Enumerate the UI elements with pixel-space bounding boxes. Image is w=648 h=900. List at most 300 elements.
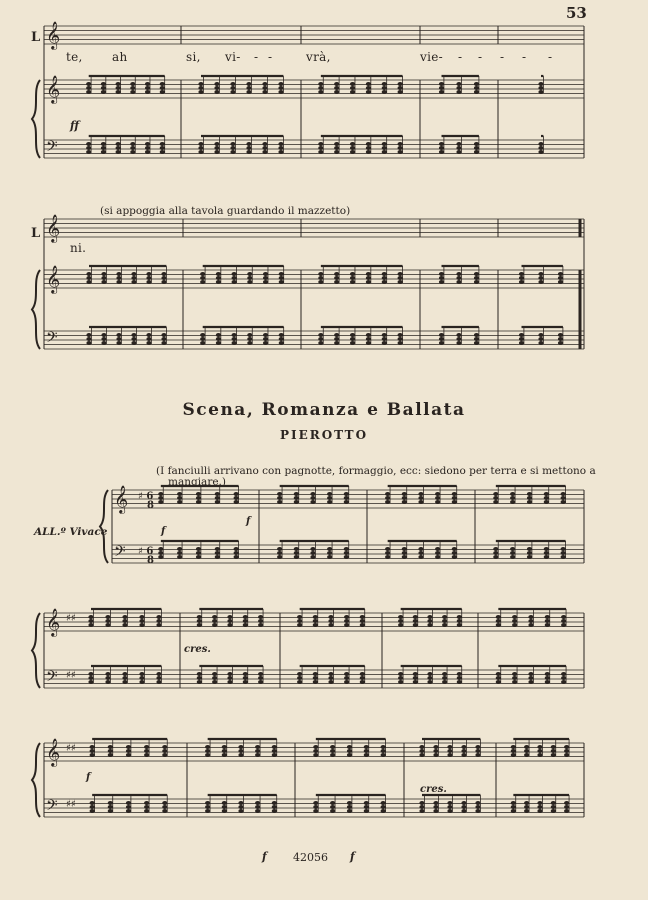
notehead (90, 809, 95, 813)
notehead (263, 333, 268, 337)
notehead (255, 753, 260, 757)
notehead (510, 551, 515, 555)
time-signature: 8 (147, 500, 154, 511)
key-signature: ♯♯ (66, 670, 76, 681)
notehead (558, 272, 563, 276)
notehead (334, 333, 339, 337)
notehead (427, 623, 432, 627)
notehead (156, 680, 161, 684)
notehead (457, 680, 462, 684)
notehead (328, 619, 333, 623)
notehead (86, 337, 91, 341)
notehead (561, 500, 566, 504)
notehead (212, 623, 217, 627)
notehead (538, 341, 543, 345)
notehead (512, 615, 517, 619)
notehead (561, 615, 566, 619)
key-signature: ♯♯ (66, 799, 76, 810)
notehead (457, 619, 462, 623)
notehead (512, 672, 517, 676)
notehead (297, 680, 302, 684)
notehead (347, 749, 352, 753)
notehead (160, 86, 165, 90)
notehead (86, 82, 91, 86)
notehead (216, 276, 221, 280)
notehead (246, 82, 251, 86)
notehead (334, 142, 339, 146)
notehead (544, 551, 549, 555)
notehead (156, 619, 161, 623)
notehead (197, 672, 202, 676)
notehead (496, 672, 501, 676)
notehead (131, 280, 136, 284)
notehead (318, 82, 323, 86)
notehead (162, 809, 167, 813)
notehead (442, 672, 447, 676)
notehead (350, 150, 355, 154)
notehead (360, 619, 365, 623)
notehead (205, 753, 210, 757)
notehead (263, 341, 268, 345)
time-signature: 8 (147, 555, 154, 566)
notehead (419, 749, 424, 753)
notehead (551, 745, 556, 749)
notehead (493, 547, 498, 551)
notehead (160, 150, 165, 154)
notehead (131, 341, 136, 345)
notehead (537, 801, 542, 805)
notehead (433, 805, 438, 809)
notehead (200, 337, 205, 341)
notehead (318, 146, 323, 150)
notehead (538, 150, 543, 154)
notehead (162, 805, 167, 809)
notehead (528, 672, 533, 676)
notehead (262, 146, 267, 150)
notehead (364, 745, 369, 749)
notehead (475, 809, 480, 813)
plate-number: 42056 (293, 851, 328, 864)
notehead (456, 341, 461, 345)
notehead (108, 809, 113, 813)
notehead (277, 555, 282, 559)
notehead (86, 272, 91, 276)
notehead (227, 623, 232, 627)
notehead (382, 341, 387, 345)
notehead (512, 619, 517, 623)
notehead (398, 341, 403, 345)
notehead (234, 547, 239, 551)
notehead (564, 745, 569, 749)
notehead (461, 805, 466, 809)
notehead (216, 341, 221, 345)
notehead (162, 749, 167, 753)
notehead (496, 676, 501, 680)
notehead (162, 801, 167, 805)
notehead (227, 680, 232, 684)
notehead (88, 623, 93, 627)
notehead (364, 801, 369, 805)
notehead (318, 280, 323, 284)
notehead (146, 280, 151, 284)
notehead (344, 615, 349, 619)
notehead (130, 142, 135, 146)
notehead (90, 805, 95, 809)
notehead (564, 809, 569, 813)
notehead (475, 749, 480, 753)
notehead (246, 142, 251, 146)
lyric-syllable: te, (66, 50, 83, 64)
notehead (279, 337, 284, 341)
notehead (474, 90, 479, 94)
notehead (108, 801, 113, 805)
notehead (528, 623, 533, 627)
notehead (510, 500, 515, 504)
notehead (330, 809, 335, 813)
notehead (277, 500, 282, 504)
notehead (313, 745, 318, 749)
notehead (439, 142, 444, 146)
notehead (442, 623, 447, 627)
notehead (474, 82, 479, 86)
notehead (126, 753, 131, 757)
notehead (313, 615, 318, 619)
notehead (327, 496, 332, 500)
notehead (263, 280, 268, 284)
notehead (197, 623, 202, 627)
notehead (419, 745, 424, 749)
notehead (344, 672, 349, 676)
notehead (162, 753, 167, 757)
notehead (413, 615, 418, 619)
notehead (544, 500, 549, 504)
notehead (537, 805, 542, 809)
notehead (398, 86, 403, 90)
time-signature: ♯ 6 (138, 546, 154, 557)
notehead (156, 676, 161, 680)
notehead (344, 680, 349, 684)
notehead (101, 280, 106, 284)
notehead (101, 333, 106, 337)
notehead (350, 276, 355, 280)
notehead (524, 753, 529, 757)
notehead (524, 805, 529, 809)
notehead (108, 753, 113, 757)
notehead (427, 672, 432, 676)
notehead (158, 555, 163, 559)
notehead (214, 142, 219, 146)
notehead (527, 551, 532, 555)
notehead (318, 142, 323, 146)
notehead (538, 146, 543, 150)
notehead (457, 676, 462, 680)
notehead (86, 280, 91, 284)
bass-clef: 𝄢 (46, 668, 58, 689)
notehead (86, 276, 91, 280)
notehead (435, 496, 440, 500)
stage-direction: mangiare.) (168, 476, 226, 488)
notehead (161, 280, 166, 284)
treble-clef: 𝄞 (46, 738, 61, 766)
notehead (146, 337, 151, 341)
notehead (439, 333, 444, 337)
notehead (385, 555, 390, 559)
notehead (347, 801, 352, 805)
notehead (139, 619, 144, 623)
notehead (519, 341, 524, 345)
notehead (86, 333, 91, 337)
treble-clef: 𝄞 (46, 75, 61, 103)
notehead (493, 551, 498, 555)
notehead (90, 801, 95, 805)
bass-clef: 𝄢 (46, 138, 58, 159)
notehead (456, 90, 461, 94)
notehead (160, 146, 165, 150)
notehead (234, 551, 239, 555)
notehead (222, 801, 227, 805)
notehead (86, 86, 91, 90)
notehead (330, 801, 335, 805)
notehead (366, 86, 371, 90)
notehead (126, 745, 131, 749)
notehead (205, 745, 210, 749)
notehead (461, 801, 466, 805)
notehead (537, 745, 542, 749)
notehead (214, 150, 219, 154)
notehead (344, 492, 349, 496)
notehead (551, 753, 556, 757)
notehead (238, 801, 243, 805)
notehead (318, 333, 323, 337)
notehead (216, 280, 221, 284)
notehead (196, 500, 201, 504)
notehead (278, 90, 283, 94)
notehead (212, 615, 217, 619)
notehead (558, 337, 563, 341)
notehead (385, 496, 390, 500)
notehead (227, 615, 232, 619)
notehead (474, 337, 479, 341)
notehead (101, 272, 106, 276)
notehead (160, 82, 165, 86)
notehead (197, 619, 202, 623)
notehead (538, 86, 543, 90)
notehead (527, 555, 532, 559)
notehead (205, 805, 210, 809)
notehead (238, 749, 243, 753)
notehead (238, 809, 243, 813)
notehead (558, 280, 563, 284)
notehead (366, 150, 371, 154)
notehead (105, 672, 110, 676)
notehead (511, 805, 516, 809)
notehead (398, 280, 403, 284)
notehead (524, 745, 529, 749)
notehead (330, 805, 335, 809)
notehead (452, 500, 457, 504)
notehead (156, 672, 161, 676)
notehead (262, 142, 267, 146)
notehead (381, 753, 386, 757)
notehead (398, 680, 403, 684)
notehead (310, 496, 315, 500)
notehead (457, 623, 462, 627)
notehead (214, 86, 219, 90)
notehead (528, 676, 533, 680)
notehead (230, 142, 235, 146)
notehead (474, 146, 479, 150)
notehead (427, 680, 432, 684)
notehead (461, 749, 466, 753)
notehead (216, 337, 221, 341)
notehead (215, 551, 220, 555)
lyric-syllable: ah (112, 50, 128, 64)
dynamic-marking: f (86, 772, 91, 783)
notehead (474, 276, 479, 280)
notehead (461, 809, 466, 813)
notehead (413, 623, 418, 627)
notehead (419, 753, 424, 757)
notehead (158, 547, 163, 551)
notehead (538, 90, 543, 94)
notehead (198, 86, 203, 90)
notehead (439, 272, 444, 276)
notehead (413, 680, 418, 684)
notehead (418, 496, 423, 500)
notehead (364, 749, 369, 753)
notehead (158, 551, 163, 555)
notehead (474, 272, 479, 276)
notehead (442, 615, 447, 619)
notehead (243, 676, 248, 680)
notehead (227, 672, 232, 676)
notehead (160, 142, 165, 146)
notehead (122, 680, 127, 684)
notehead (442, 619, 447, 623)
notehead (222, 753, 227, 757)
notehead (205, 749, 210, 753)
notehead (382, 337, 387, 341)
dynamic-marking: cres. (184, 644, 211, 655)
notehead (86, 90, 91, 94)
notehead (456, 86, 461, 90)
notehead (294, 492, 299, 496)
notehead (272, 749, 277, 753)
notehead (439, 337, 444, 341)
notehead (327, 500, 332, 504)
notehead (435, 547, 440, 551)
notehead (382, 142, 387, 146)
notehead (551, 809, 556, 813)
notehead (551, 801, 556, 805)
notehead (519, 333, 524, 337)
notehead (561, 680, 566, 684)
notehead (318, 276, 323, 280)
notehead (116, 276, 121, 280)
notehead (398, 276, 403, 280)
notehead (496, 680, 501, 684)
notehead (366, 82, 371, 86)
notehead (366, 341, 371, 345)
notehead (144, 745, 149, 749)
notehead (313, 749, 318, 753)
notehead (105, 623, 110, 627)
notehead (196, 492, 201, 496)
notehead (398, 615, 403, 619)
notehead (402, 496, 407, 500)
notehead (360, 615, 365, 619)
notehead (238, 745, 243, 749)
notehead (385, 547, 390, 551)
notehead (510, 547, 515, 551)
notehead (156, 623, 161, 627)
notehead (344, 551, 349, 555)
lyric-hyphen: - (268, 50, 273, 64)
notehead (327, 492, 332, 496)
notehead (561, 555, 566, 559)
notehead (258, 619, 263, 623)
notehead (200, 272, 205, 276)
notehead (334, 82, 339, 86)
notehead (246, 146, 251, 150)
notehead (452, 551, 457, 555)
notehead (456, 337, 461, 341)
notehead (456, 142, 461, 146)
notehead (88, 680, 93, 684)
notehead (475, 801, 480, 805)
notehead (294, 551, 299, 555)
notehead (196, 555, 201, 559)
key-signature: ♯♯ (66, 613, 76, 624)
notehead (243, 615, 248, 619)
notehead (382, 276, 387, 280)
notehead (328, 615, 333, 619)
notehead (347, 809, 352, 813)
lyric-hyphen: - (548, 50, 553, 64)
notehead (347, 745, 352, 749)
notehead (456, 146, 461, 150)
notehead (232, 280, 237, 284)
voice-label-L: L (31, 226, 41, 241)
notehead (545, 680, 550, 684)
notehead (496, 623, 501, 627)
notehead (222, 745, 227, 749)
notehead (418, 500, 423, 504)
notehead (88, 672, 93, 676)
notehead (161, 333, 166, 337)
notehead (551, 805, 556, 809)
notehead (198, 142, 203, 146)
notehead (538, 276, 543, 280)
notehead (146, 333, 151, 337)
notehead (214, 90, 219, 94)
notehead (230, 150, 235, 154)
notehead (385, 492, 390, 496)
dynamic-marking: f (246, 516, 251, 527)
notehead (198, 150, 203, 154)
notehead (364, 805, 369, 809)
notehead (385, 551, 390, 555)
notehead (433, 809, 438, 813)
notehead (398, 623, 403, 627)
notehead (258, 672, 263, 676)
notehead (381, 749, 386, 753)
notehead (334, 341, 339, 345)
notehead (243, 619, 248, 623)
notehead (439, 280, 444, 284)
dynamic-marking: ff (70, 119, 80, 132)
notehead (439, 150, 444, 154)
